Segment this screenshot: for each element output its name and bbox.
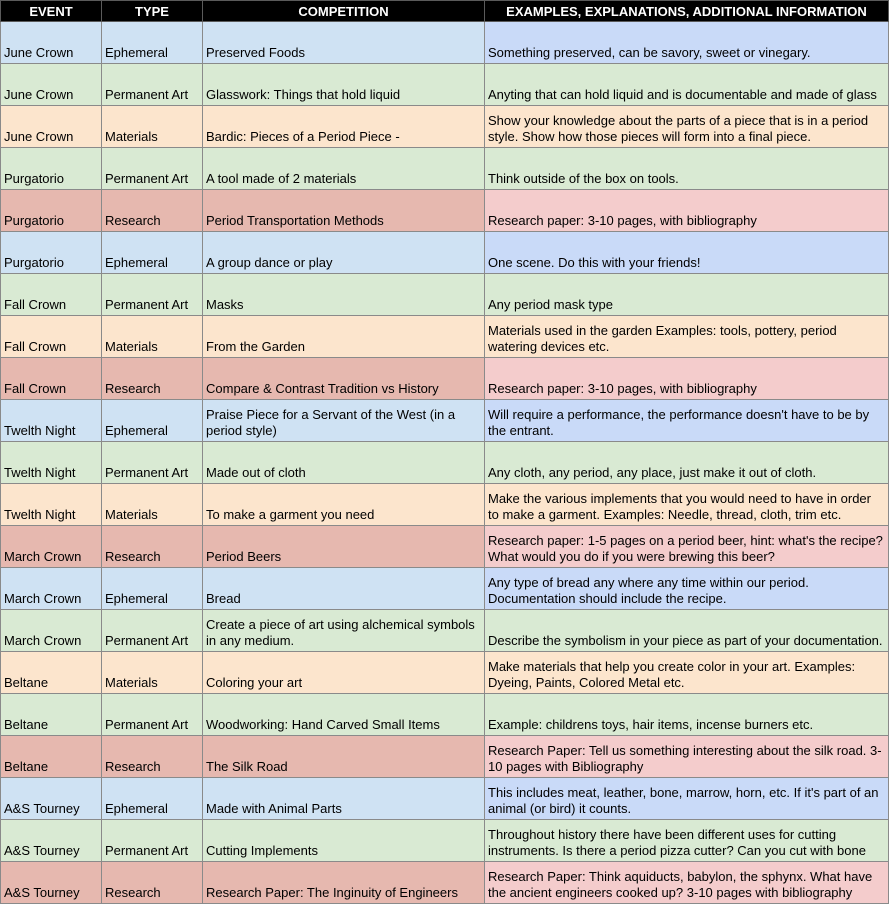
event-cell[interactable] <box>1 64 102 106</box>
info-cell[interactable] <box>485 820 889 862</box>
info-cell[interactable] <box>485 274 889 316</box>
event-cell-text: Beltane <box>4 717 49 732</box>
info-cell[interactable] <box>485 442 889 484</box>
competition-cell[interactable] <box>203 106 485 148</box>
info-cell[interactable] <box>485 232 889 274</box>
table-row <box>1 862 889 904</box>
info-cell-text: Something preserved, can be savory, sweet or vinegary. <box>488 45 811 60</box>
type-cell-text: Research <box>105 213 161 228</box>
competition-cell[interactable] <box>203 358 485 400</box>
header-event[interactable]: EVENT <box>1 1 102 22</box>
info-cell-text: One scene. Do this with your friends! <box>488 255 701 270</box>
event-cell[interactable] <box>1 190 102 232</box>
competition-cell[interactable] <box>203 400 485 442</box>
competition-cell[interactable] <box>203 442 485 484</box>
table-row <box>1 358 889 400</box>
event-cell-text: Purgatorio <box>4 213 64 228</box>
info-cell[interactable] <box>485 400 889 442</box>
event-cell-text: Beltane <box>4 759 49 774</box>
event-cell[interactable] <box>1 610 102 652</box>
event-cell-text: Purgatorio <box>4 255 64 270</box>
competition-cell[interactable] <box>203 568 485 610</box>
competition-cell-text: Cutting Implements <box>206 843 318 858</box>
event-cell[interactable] <box>1 568 102 610</box>
event-cell-text: March Crown <box>4 549 82 564</box>
type-cell[interactable] <box>102 610 203 652</box>
type-cell[interactable] <box>102 526 203 568</box>
type-cell-text: Ephemeral <box>105 255 168 270</box>
competition-cell[interactable] <box>203 862 485 904</box>
competition-cell[interactable] <box>203 694 485 736</box>
table-row <box>1 274 889 316</box>
type-cell[interactable] <box>102 106 203 148</box>
info-cell-text: Research paper: 3-10 pages, with bibliography <box>488 213 757 228</box>
competition-cell-text: Masks <box>206 297 244 312</box>
event-cell-text: Twelth Night <box>4 465 76 480</box>
info-cell[interactable] <box>485 22 889 64</box>
type-cell-text: Permanent Art <box>105 87 189 102</box>
info-cell[interactable] <box>485 610 889 652</box>
table-row <box>1 610 889 652</box>
type-cell[interactable] <box>102 358 203 400</box>
type-cell[interactable] <box>102 148 203 190</box>
competition-cell[interactable] <box>203 526 485 568</box>
header-competition[interactable]: COMPETITION <box>203 1 485 22</box>
type-cell[interactable] <box>102 484 203 526</box>
competition-cell[interactable] <box>203 64 485 106</box>
type-cell-text: Permanent Art <box>105 717 189 732</box>
competition-cell[interactable] <box>203 484 485 526</box>
event-cell-text: Fall Crown <box>4 297 67 312</box>
event-cell[interactable] <box>1 484 102 526</box>
event-cell[interactable] <box>1 736 102 778</box>
info-cell-text: Describe the symbolism in your piece as part of your documentation. <box>488 633 883 648</box>
table-body <box>1 22 889 904</box>
type-cell-text: Research <box>105 759 161 774</box>
table-row <box>1 568 889 610</box>
info-cell[interactable] <box>485 694 889 736</box>
type-cell[interactable] <box>102 274 203 316</box>
competition-cell-text: Made with Animal Parts <box>206 801 342 816</box>
event-cell-text: A&S Tourney <box>4 801 80 816</box>
info-cell[interactable] <box>485 484 889 526</box>
info-cell-text: Example: childrens toys, hair items, incense burners etc. <box>488 717 814 732</box>
info-cell[interactable] <box>485 568 889 610</box>
competition-cell-text: Made out of cloth <box>206 465 306 480</box>
event-cell-text: March Crown <box>4 633 82 648</box>
event-cell[interactable] <box>1 316 102 358</box>
type-cell-text: Permanent Art <box>105 297 189 312</box>
table-row <box>1 22 889 64</box>
info-cell[interactable] <box>485 778 889 820</box>
table-row <box>1 232 889 274</box>
competition-cell[interactable] <box>203 22 485 64</box>
info-cell-text: Throughout history there have been different uses for cutting instruments. Is there a period pizza cutter? Can you cut with bone <box>488 827 866 858</box>
competition-cell[interactable] <box>203 820 485 862</box>
type-cell[interactable] <box>102 190 203 232</box>
type-cell-text: Ephemeral <box>105 423 168 438</box>
info-cell-text: Think outside of the box on tools. <box>488 171 679 186</box>
table-row <box>1 148 889 190</box>
table-row <box>1 736 889 778</box>
competition-cell-text: To make a garment you need <box>206 507 375 522</box>
competition-cell-text: Create a piece of art using alchemical symbols in any medium. <box>206 617 475 648</box>
event-cell[interactable] <box>1 106 102 148</box>
event-cell-text: Fall Crown <box>4 381 67 396</box>
info-cell-text: Make materials that help you create color in your art. Examples: Dyeing, Paints, Colored Metal etc. <box>488 659 856 690</box>
table-row <box>1 64 889 106</box>
event-cell[interactable] <box>1 232 102 274</box>
type-cell-text: Ephemeral <box>105 801 168 816</box>
competition-cell[interactable] <box>203 736 485 778</box>
type-cell[interactable] <box>102 64 203 106</box>
info-cell[interactable] <box>485 526 889 568</box>
event-cell[interactable] <box>1 820 102 862</box>
event-cell-text: June Crown <box>4 129 74 144</box>
table-row <box>1 106 889 148</box>
info-cell[interactable] <box>485 64 889 106</box>
event-cell[interactable] <box>1 274 102 316</box>
competition-cell-text: Praise Piece for a Servant of the West (in a period style) <box>206 407 456 438</box>
event-cell-text: Fall Crown <box>4 339 67 354</box>
type-cell-text: Research <box>105 549 161 564</box>
info-cell-text: Show your knowledge about the parts of a piece that is in a period style. Show how those pieces will form into a final piece. <box>488 113 869 144</box>
header-row <box>1 1 889 22</box>
table-row <box>1 652 889 694</box>
type-cell[interactable] <box>102 652 203 694</box>
table-row <box>1 820 889 862</box>
table-row <box>1 400 889 442</box>
event-cell-text: A&S Tourney <box>4 885 80 900</box>
info-cell[interactable] <box>485 148 889 190</box>
type-cell-text: Permanent Art <box>105 633 189 648</box>
info-cell-text: Any type of bread any where any time within our period. Documentation should include the recipe. <box>488 575 809 606</box>
event-cell-text: June Crown <box>4 87 74 102</box>
event-cell[interactable] <box>1 22 102 64</box>
info-cell-text: Make the various implements that you would need to have in order to make a garment. Examples: Needle, thread, cloth, trim etc. <box>488 491 871 522</box>
info-cell-text: Research Paper: Think aquiducts, babylon, the sphynx. What have the ancient engineers cooked up? 3-10 pages with bibliography <box>488 869 873 900</box>
event-cell-text: A&S Tourney <box>4 843 80 858</box>
info-cell-text: Research paper: 1-5 pages on a period beer, hint: what's the recipe? What would you do if you were brewing this beer? <box>488 533 883 564</box>
competition-cell-text: Coloring your art <box>206 675 303 690</box>
info-cell-text: This includes meat, leather, bone, marrow, horn, etc. If it's part of an animal (or bird) it counts. <box>488 785 879 816</box>
event-cell[interactable] <box>1 694 102 736</box>
type-cell[interactable] <box>102 442 203 484</box>
competition-cell[interactable] <box>203 274 485 316</box>
competition-cell-text: The Silk Road <box>206 759 288 774</box>
event-cell[interactable] <box>1 400 102 442</box>
event-cell[interactable] <box>1 652 102 694</box>
type-cell[interactable] <box>102 694 203 736</box>
type-cell[interactable] <box>102 568 203 610</box>
type-cell-text: Materials <box>105 507 158 522</box>
competition-cell-text: Preserved Foods <box>206 45 305 60</box>
type-cell-text: Ephemeral <box>105 45 168 60</box>
type-cell[interactable] <box>102 400 203 442</box>
type-cell-text: Materials <box>105 339 158 354</box>
type-cell[interactable] <box>102 862 203 904</box>
competition-cell[interactable] <box>203 232 485 274</box>
event-cell-text: June Crown <box>4 45 74 60</box>
event-cell[interactable] <box>1 778 102 820</box>
type-cell-text: Permanent Art <box>105 465 189 480</box>
type-cell-text: Materials <box>105 129 158 144</box>
competition-cell-text: Bardic: Pieces of a Period Piece - <box>206 129 400 144</box>
competition-cell-text: Compare & Contrast Tradition vs History <box>206 381 439 396</box>
header-type[interactable]: TYPE <box>102 1 203 22</box>
info-cell[interactable] <box>485 316 889 358</box>
competition-cell[interactable] <box>203 610 485 652</box>
event-cell[interactable] <box>1 358 102 400</box>
type-cell-text: Research <box>105 381 161 396</box>
table-row <box>1 190 889 232</box>
competition-cell-text: Woodworking: Hand Carved Small Items <box>206 717 440 732</box>
competition-cell-text: From the Garden <box>206 339 305 354</box>
event-cell-text: Twelth Night <box>4 423 76 438</box>
type-cell[interactable] <box>102 232 203 274</box>
competition-cell-text: A tool made of 2 materials <box>206 171 357 186</box>
competition-cell[interactable] <box>203 190 485 232</box>
info-cell[interactable] <box>485 652 889 694</box>
event-cell-text: Beltane <box>4 675 49 690</box>
event-cell-text: Purgatorio <box>4 171 64 186</box>
competition-cell-text: Period Beers <box>206 549 282 564</box>
info-cell-text: Research paper: 3-10 pages, with bibliography <box>488 381 757 396</box>
event-cell[interactable] <box>1 526 102 568</box>
info-cell-text: Will require a performance, the performance doesn't have to be by the entrant. <box>488 407 870 438</box>
type-cell-text: Research <box>105 885 161 900</box>
info-cell-text: Anyting that can hold liquid and is documentable and made of glass <box>488 87 877 102</box>
event-cell-text: March Crown <box>4 591 82 606</box>
type-cell-text: Permanent Art <box>105 843 189 858</box>
type-cell-text: Materials <box>105 675 158 690</box>
table-row <box>1 778 889 820</box>
type-cell[interactable] <box>102 778 203 820</box>
info-cell-text: Any period mask type <box>488 297 614 312</box>
competition-cell-text: A group dance or play <box>206 255 333 270</box>
type-cell[interactable] <box>102 736 203 778</box>
header-info[interactable]: EXAMPLES, EXPLANATIONS, ADDITIONAL INFORMATION <box>485 1 889 22</box>
type-cell[interactable] <box>102 316 203 358</box>
competition-cell-text: Bread <box>206 591 241 606</box>
event-cell-text: Twelth Night <box>4 507 76 522</box>
event-cell[interactable] <box>1 442 102 484</box>
event-cell[interactable] <box>1 862 102 904</box>
table-row <box>1 442 889 484</box>
table-row <box>1 526 889 568</box>
competition-cell-text: Research Paper: The Inginuity of Engineers <box>206 885 458 900</box>
type-cell[interactable] <box>102 820 203 862</box>
type-cell[interactable] <box>102 22 203 64</box>
competition-cell[interactable] <box>203 652 485 694</box>
competition-cell-text: Period Transportation Methods <box>206 213 384 228</box>
competition-cell-text: Glasswork: Things that hold liquid <box>206 87 401 102</box>
info-cell-text: Materials used in the garden Examples: tools, pottery, period watering devices etc. <box>488 323 837 354</box>
info-cell[interactable] <box>485 736 889 778</box>
table-row <box>1 316 889 358</box>
type-cell-text: Permanent Art <box>105 171 189 186</box>
table-row <box>1 484 889 526</box>
event-cell[interactable] <box>1 148 102 190</box>
info-cell-text: Any cloth, any period, any place, just make it out of cloth. <box>488 465 817 480</box>
info-cell[interactable] <box>485 190 889 232</box>
table-row <box>1 694 889 736</box>
competition-cell[interactable] <box>203 316 485 358</box>
competition-cell[interactable] <box>203 778 485 820</box>
info-cell-text: Research Paper: Tell us something interesting about the silk road. 3-10 pages with Bibliography <box>488 743 882 774</box>
competition-cell[interactable] <box>203 148 485 190</box>
info-cell[interactable] <box>485 862 889 904</box>
info-cell[interactable] <box>485 106 889 148</box>
type-cell-text: Ephemeral <box>105 591 168 606</box>
info-cell[interactable] <box>485 358 889 400</box>
